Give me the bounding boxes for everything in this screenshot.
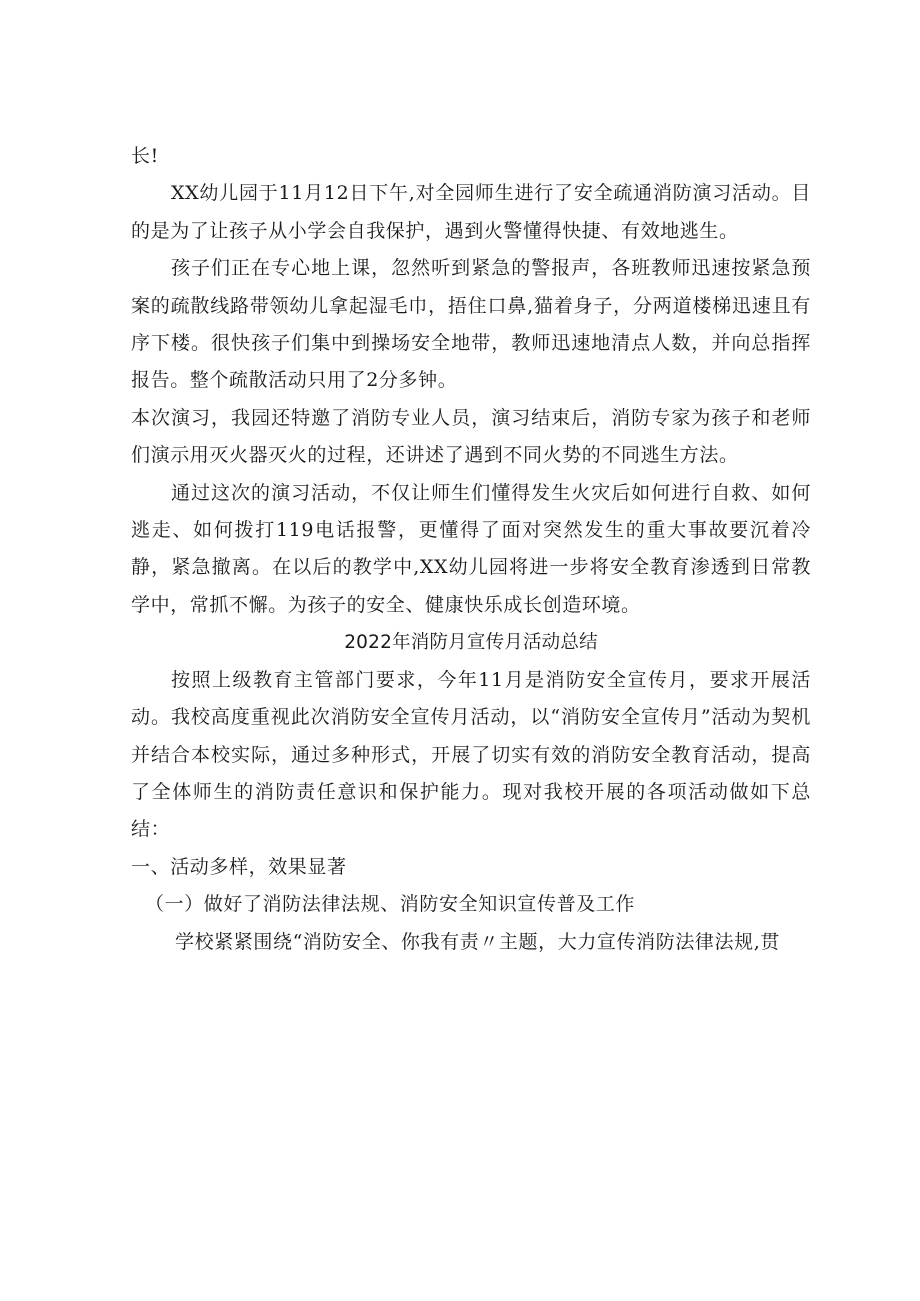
paragraph-law-publicity: 学校紧紧围绕“消防安全、你我有责〃主题，大力宣传消防法律法规,贯 <box>175 930 780 953</box>
paragraph-continuation: 长! <box>131 145 159 167</box>
heading-level-2: （一）做好了消防法律法规、消防安全知识宣传普及工作 <box>145 893 636 916</box>
paragraph-drill-intro: XX幼儿园于11月12日下午,对全园师生进行了安全疏通消防演习活动。目的是为了让孩子从小学会自我保护，遇到火警懂得快捷、有效地逃生。 <box>131 182 811 242</box>
heading-level-1: 一、活动多样，效果显著 <box>131 855 347 878</box>
paragraph-campaign-intro: 按照上级教育主管部门要求，今年11月是消防安全宣传月，要求开展活动。我校高度重视此次消防安全宣传月活动，以“消防安全宣传月”活动为契机并结合本校实际，通过多种形式，开展了切实有效的消防安全教育活动，提高了全体师生的消防责任意识和保护能力。现对我校开展的各项活动做如下总结： <box>131 668 811 841</box>
paragraph-drill-summary: 通过这次的演习活动，不仅让师生们懂得发生火灾后如何进行自救、如何逃走、如何拨打119电话报警，更懂得了面对突然发生的重大事故要沉着冷静，紧急撤离。在以后的教学中,XX幼儿园将进一步将安全教育渗透到日常教学中，常抓不懈。为孩子的安全、健康快乐成长创造环境。 <box>131 481 811 616</box>
paragraph-evacuation: 孩子们正在专心地上课，忽然听到紧急的警报声，各班教师迅速按紧急预案的疏散线路带领幼儿拿起湿毛巾，捂住口鼻,猫着身子，分两道楼梯迅速且有序下楼。很快孩子们集中到操场安全地带，教师迅速地清点人数，并向总指挥报告。整个疏散活动只用了2分多钟。 <box>131 257 811 392</box>
section-title: 2022年消防月宣传月活动总结 <box>344 632 598 654</box>
document-body <box>131 138 811 961</box>
paragraph-fire-experts: 本次演习，我园还特邀了消防专业人员，演习结束后，消防专家为孩子和老师们演示用灭火器灭火的过程，还讲述了遇到不同火势的不同逃生方法。 <box>131 406 811 467</box>
